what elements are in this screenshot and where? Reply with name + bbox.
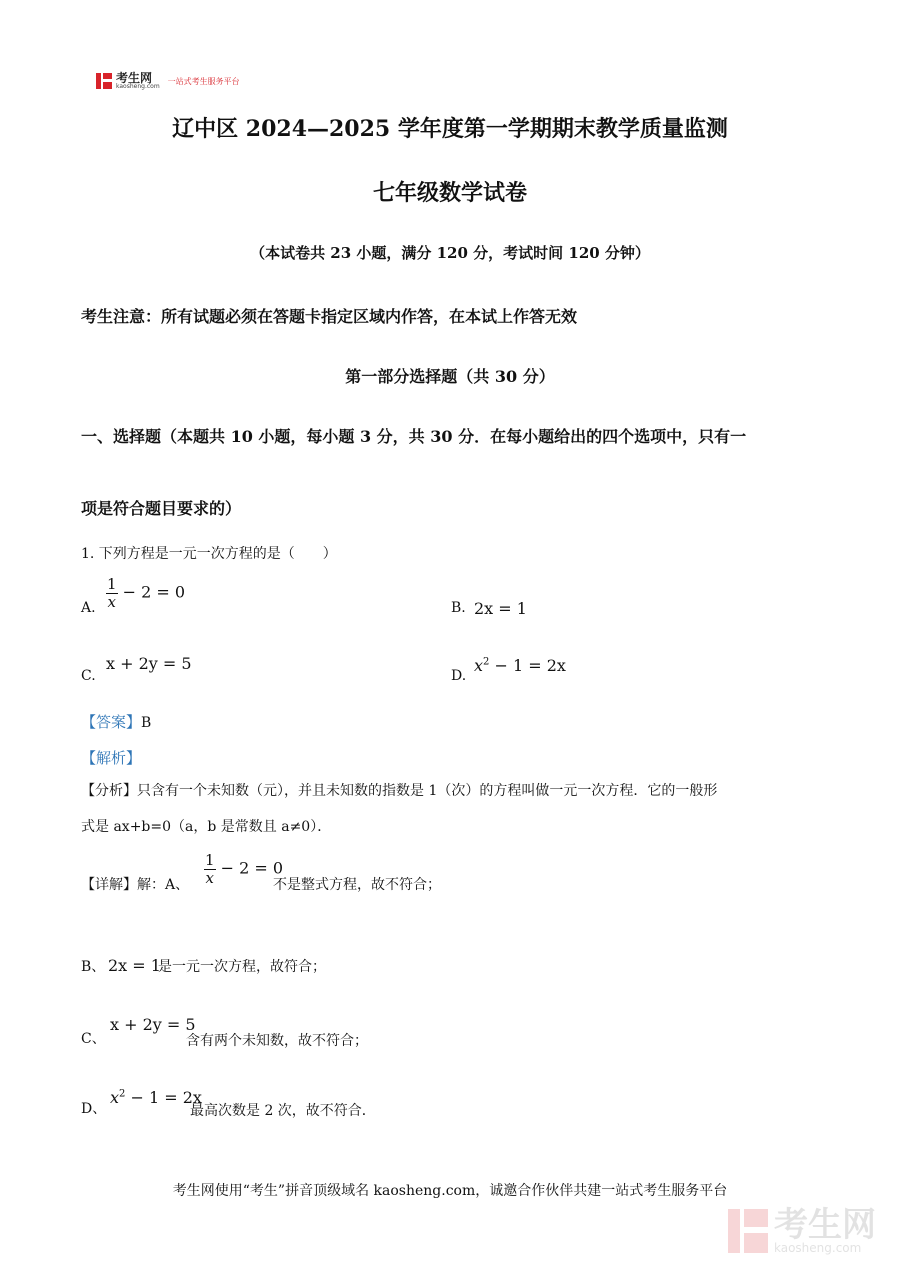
option-b-label: B. — [451, 600, 466, 616]
detail-b-suffix: 是一元一次方程，故符合； — [158, 959, 326, 975]
section-heading-line1: 一、选择题（本题共 10 小题，每小题 3 分，共 30 分．在每小题给出的四个选项中，只有一 — [81, 427, 747, 446]
logo-name: 考生网 — [116, 71, 153, 85]
exam-notice: 考生注意：所有试题必须在答题卡指定区域内作答，在本试上作答无效 — [81, 307, 578, 326]
fenxi-line1: 【分析】只含有一个未知数（元），并且未知数的指数是 1（次）的方程叫做一元一次方程．它的一般形 — [81, 783, 718, 799]
detail-a-suffix: 不是整式方程，故不符合； — [273, 877, 441, 893]
answer-row — [81, 712, 151, 734]
option-b-math: 2x = 1 — [474, 599, 527, 618]
detail-a-math: $\frac{1}{x}$ − 2 = 0 — [205, 851, 284, 887]
option-d-math: $x^2 - 1 = 2x$ — [474, 656, 566, 675]
detail-a-prefix: 【详解】解：A、 — [81, 877, 190, 893]
watermark — [728, 1205, 876, 1255]
detail-c-math: x + 2y = 5 — [110, 1015, 196, 1034]
section-heading-line2: 项是符合题目要求的） — [81, 499, 242, 518]
detail-b-prefix: B、 — [81, 959, 106, 975]
detail-d-math: $x^2 - 1 = 2x$ — [110, 1088, 202, 1107]
site-logo — [96, 72, 240, 90]
logo-domain: kaosheng.com — [116, 83, 160, 90]
option-a-label: A. — [81, 600, 96, 616]
option-c-math: x + 2y = 5 — [106, 654, 192, 673]
exam-title: 辽中区 2024—2025 学年度第一学期期末教学质量监测 — [172, 116, 728, 142]
footer-text: 考生网使用“考生”拼音顶级域名 kaosheng.com，诚邀合作伙伴共建一站式考生服务平台 — [172, 1183, 728, 1199]
analysis-tag: 【解析】 — [81, 749, 142, 767]
detail-c-prefix: C、 — [81, 1031, 106, 1047]
option-d-label: D. — [451, 668, 467, 684]
answer-value: B — [141, 715, 152, 731]
logo-icon — [96, 73, 112, 89]
detail-tag: 【详解】 — [81, 877, 137, 893]
logo-slogan: 一站式考生服务平台 — [167, 76, 240, 86]
fenxi-tag: 【分析】 — [81, 783, 137, 799]
detail-c-suffix: 含有两个未知数，故不符合； — [186, 1033, 368, 1049]
detail-d-prefix: D、 — [81, 1101, 107, 1117]
fenxi-line2: 式是 ax+b=0（a，b 是常数且 a≠0）． — [81, 819, 332, 835]
exam-info: （本试卷共 23 小题，满分 120 分，考试时间 120 分钟） — [250, 244, 650, 262]
option-c-label: C. — [81, 668, 96, 684]
option-d-rhs: − 1 = 2x — [494, 656, 566, 675]
part-heading: 第一部分选择题（共 30 分） — [345, 367, 555, 386]
detail-b-math: 2x = 1 — [108, 956, 161, 975]
watermark-domain: kaosheng.com — [774, 1241, 862, 1255]
option-a-math: $\frac{1}{x}$ − 2 = 0 — [107, 575, 186, 611]
question-stem: 1. 下列方程是一元一次方程的是（ ） — [81, 546, 337, 562]
watermark-logo-icon — [728, 1209, 768, 1253]
watermark-name: 考生网 — [774, 1205, 876, 1245]
detail-d-suffix: 最高次数是 2 次，故不符合． — [190, 1103, 376, 1119]
answer-tag: 【答案】 — [81, 713, 142, 731]
exam-subtitle: 七年级数学试卷 — [372, 180, 527, 206]
